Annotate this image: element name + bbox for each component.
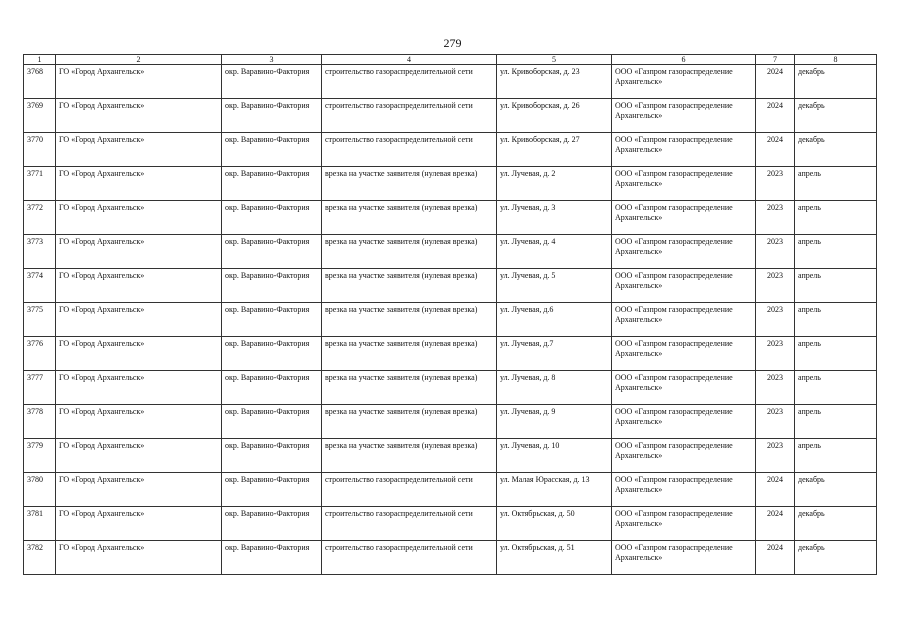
table-row [24, 371, 877, 405]
table-row [24, 541, 877, 575]
table-row [24, 167, 877, 201]
row-number-cell: 3777 [24, 371, 56, 405]
table-row [24, 473, 877, 507]
year-cell: 2023 [756, 405, 795, 439]
row-number-cell: 3782 [24, 541, 56, 575]
column-header: 3 [222, 55, 322, 65]
column-header: 2 [56, 55, 222, 65]
table-row [24, 201, 877, 235]
address-cell: ул. Кривоборская, д. 27 [497, 133, 612, 167]
row-number-cell: 3775 [24, 303, 56, 337]
municipality-cell: ГО «Город Архангельск» [56, 235, 222, 269]
district-cell: окр. Варавино-Фактория [222, 473, 322, 507]
month-cell: декабрь [795, 507, 877, 541]
municipality-cell: ГО «Город Архангельск» [56, 303, 222, 337]
year-cell: 2023 [756, 303, 795, 337]
organization-cell: ООО «Газпром газораспределение Архангельск» [612, 65, 756, 99]
year-cell: 2024 [756, 99, 795, 133]
address-cell: ул. Лучевая, д. 2 [497, 167, 612, 201]
address-cell: ул. Октябрьская, д. 50 [497, 507, 612, 541]
organization-cell: ООО «Газпром газораспределение Архангельск» [612, 167, 756, 201]
district-cell: окр. Варавино-Фактория [222, 269, 322, 303]
row-number-cell: 3780 [24, 473, 56, 507]
month-cell: декабрь [795, 99, 877, 133]
header-row [24, 55, 877, 65]
district-cell: окр. Варавино-Фактория [222, 337, 322, 371]
row-number-cell: 3768 [24, 65, 56, 99]
month-cell: декабрь [795, 65, 877, 99]
work-type-cell: строительство газораспределительной сети [322, 133, 497, 167]
municipality-cell: ГО «Город Архангельск» [56, 65, 222, 99]
column-header: 1 [24, 55, 56, 65]
address-cell: ул. Кривоборская, д. 23 [497, 65, 612, 99]
month-cell: апрель [795, 337, 877, 371]
municipality-cell: ГО «Город Архангельск» [56, 167, 222, 201]
address-cell: ул. Лучевая, д. 5 [497, 269, 612, 303]
work-type-cell: строительство газораспределительной сети [322, 65, 497, 99]
month-cell: апрель [795, 235, 877, 269]
district-cell: окр. Варавино-Фактория [222, 541, 322, 575]
work-type-cell: врезка на участке заявителя (нулевая врезка) [322, 269, 497, 303]
organization-cell: ООО «Газпром газораспределение Архангельск» [612, 473, 756, 507]
year-cell: 2024 [756, 65, 795, 99]
month-cell: апрель [795, 371, 877, 405]
district-cell: окр. Варавино-Фактория [222, 167, 322, 201]
address-cell: ул. Лучевая, д.6 [497, 303, 612, 337]
document-table [23, 54, 877, 575]
month-cell: апрель [795, 405, 877, 439]
address-cell: ул. Лучевая, д. 8 [497, 371, 612, 405]
month-cell: декабрь [795, 541, 877, 575]
table-row [24, 303, 877, 337]
table-row [24, 99, 877, 133]
municipality-cell: ГО «Город Архангельск» [56, 337, 222, 371]
municipality-cell: ГО «Город Архангельск» [56, 405, 222, 439]
district-cell: окр. Варавино-Фактория [222, 439, 322, 473]
work-type-cell: строительство газораспределительной сети [322, 473, 497, 507]
district-cell: окр. Варавино-Фактория [222, 65, 322, 99]
municipality-cell: ГО «Город Архангельск» [56, 133, 222, 167]
municipality-cell: ГО «Город Архангельск» [56, 473, 222, 507]
organization-cell: ООО «Газпром газораспределение Архангельск» [612, 303, 756, 337]
table-row [24, 269, 877, 303]
row-number-cell: 3781 [24, 507, 56, 541]
year-cell: 2024 [756, 133, 795, 167]
district-cell: окр. Варавино-Фактория [222, 303, 322, 337]
work-type-cell: врезка на участке заявителя (нулевая врезка) [322, 405, 497, 439]
address-cell: ул. Кривоборская, д. 26 [497, 99, 612, 133]
municipality-cell: ГО «Город Архангельск» [56, 269, 222, 303]
district-cell: окр. Варавино-Фактория [222, 201, 322, 235]
address-cell: ул. Лучевая, д.7 [497, 337, 612, 371]
page-number: 279 [443, 36, 462, 50]
table-row [24, 405, 877, 439]
district-cell: окр. Варавино-Фактория [222, 99, 322, 133]
column-header: 4 [322, 55, 497, 65]
table-row [24, 439, 877, 473]
table-row [24, 65, 877, 99]
address-cell: ул. Лучевая, д. 10 [497, 439, 612, 473]
district-cell: окр. Варавино-Фактория [222, 133, 322, 167]
year-cell: 2024 [756, 541, 795, 575]
address-cell: ул. Малая Юрасская, д. 13 [497, 473, 612, 507]
work-type-cell: врезка на участке заявителя (нулевая врезка) [322, 235, 497, 269]
column-header: 7 [756, 55, 795, 65]
row-number-cell: 3776 [24, 337, 56, 371]
table-row [24, 133, 877, 167]
month-cell: апрель [795, 269, 877, 303]
organization-cell: ООО «Газпром газораспределение Архангельск» [612, 99, 756, 133]
year-cell: 2024 [756, 507, 795, 541]
month-cell: декабрь [795, 133, 877, 167]
year-cell: 2023 [756, 167, 795, 201]
organization-cell: ООО «Газпром газораспределение Архангельск» [612, 439, 756, 473]
organization-cell: ООО «Газпром газораспределение Архангельск» [612, 507, 756, 541]
organization-cell: ООО «Газпром газораспределение Архангельск» [612, 371, 756, 405]
year-cell: 2023 [756, 235, 795, 269]
column-header: 8 [795, 55, 877, 65]
month-cell: апрель [795, 439, 877, 473]
year-cell: 2023 [756, 439, 795, 473]
table-row [24, 507, 877, 541]
municipality-cell: ГО «Город Архангельск» [56, 371, 222, 405]
organization-cell: ООО «Газпром газораспределение Архангельск» [612, 133, 756, 167]
district-cell: окр. Варавино-Фактория [222, 235, 322, 269]
organization-cell: ООО «Газпром газораспределение Архангельск» [612, 405, 756, 439]
row-number-cell: 3769 [24, 99, 56, 133]
row-number-cell: 3771 [24, 167, 56, 201]
organization-cell: ООО «Газпром газораспределение Архангельск» [612, 541, 756, 575]
municipality-cell: ГО «Город Архангельск» [56, 201, 222, 235]
district-cell: окр. Варавино-Фактория [222, 371, 322, 405]
table-row [24, 337, 877, 371]
year-cell: 2024 [756, 473, 795, 507]
district-cell: окр. Варавино-Фактория [222, 405, 322, 439]
address-cell: ул. Октябрьская, д. 51 [497, 541, 612, 575]
work-type-cell: врезка на участке заявителя (нулевая врезка) [322, 167, 497, 201]
organization-cell: ООО «Газпром газораспределение Архангельск» [612, 269, 756, 303]
municipality-cell: ГО «Город Архангельск» [56, 507, 222, 541]
row-number-cell: 3772 [24, 201, 56, 235]
organization-cell: ООО «Газпром газораспределение Архангельск» [612, 201, 756, 235]
row-number-cell: 3779 [24, 439, 56, 473]
month-cell: апрель [795, 201, 877, 235]
work-type-cell: строительство газораспределительной сети [322, 507, 497, 541]
year-cell: 2023 [756, 371, 795, 405]
row-number-cell: 3770 [24, 133, 56, 167]
work-type-cell: врезка на участке заявителя (нулевая врезка) [322, 439, 497, 473]
work-type-cell: врезка на участке заявителя (нулевая врезка) [322, 201, 497, 235]
month-cell: декабрь [795, 473, 877, 507]
row-number-cell: 3778 [24, 405, 56, 439]
district-cell: окр. Варавино-Фактория [222, 507, 322, 541]
work-type-cell: строительство газораспределительной сети [322, 99, 497, 133]
work-type-cell: врезка на участке заявителя (нулевая врезка) [322, 303, 497, 337]
work-type-cell: строительство газораспределительной сети [322, 541, 497, 575]
organization-cell: ООО «Газпром газораспределение Архангельск» [612, 337, 756, 371]
month-cell: апрель [795, 167, 877, 201]
row-number-cell: 3773 [24, 235, 56, 269]
address-cell: ул. Лучевая, д. 4 [497, 235, 612, 269]
municipality-cell: ГО «Город Архангельск» [56, 99, 222, 133]
work-type-cell: врезка на участке заявителя (нулевая врезка) [322, 371, 497, 405]
year-cell: 2023 [756, 201, 795, 235]
municipality-cell: ГО «Город Архангельск» [56, 439, 222, 473]
address-cell: ул. Лучевая, д. 3 [497, 201, 612, 235]
column-header: 6 [612, 55, 756, 65]
table-row [24, 235, 877, 269]
row-number-cell: 3774 [24, 269, 56, 303]
address-cell: ул. Лучевая, д. 9 [497, 405, 612, 439]
month-cell: апрель [795, 303, 877, 337]
work-type-cell: врезка на участке заявителя (нулевая врезка) [322, 337, 497, 371]
organization-cell: ООО «Газпром газораспределение Архангельск» [612, 235, 756, 269]
year-cell: 2023 [756, 269, 795, 303]
column-header: 5 [497, 55, 612, 65]
municipality-cell: ГО «Город Архангельск» [56, 541, 222, 575]
year-cell: 2023 [756, 337, 795, 371]
